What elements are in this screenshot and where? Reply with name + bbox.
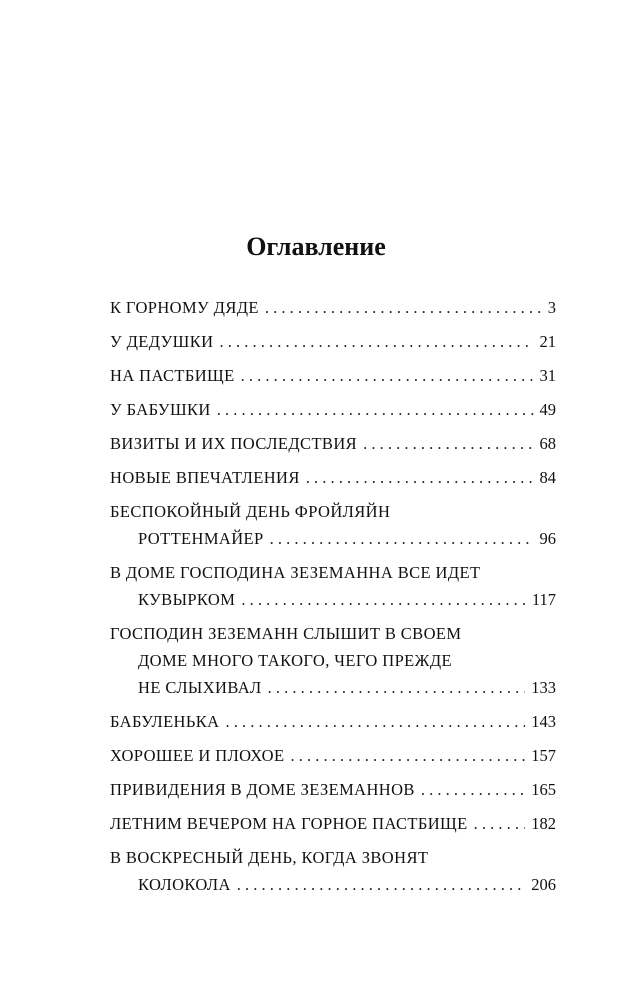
- toc-entry[interactable]: [110, 810, 556, 837]
- dot-leader: [219, 328, 533, 355]
- dot-leader: [290, 742, 525, 769]
- toc-page-number: 157: [531, 746, 556, 765]
- toc-entry[interactable]: [110, 396, 556, 423]
- toc-entry[interactable]: [110, 844, 556, 898]
- toc-entry[interactable]: [110, 559, 556, 613]
- toc-page-number: 96: [539, 529, 556, 548]
- dot-leader: [421, 776, 525, 803]
- toc-entry-row: [110, 810, 556, 837]
- toc-entry-title-line: ЛЕТНИМ ВЕЧЕРОМ НА ГОРНОЕ ПАСТБИЩЕ: [110, 814, 468, 833]
- toc-page-number: 206: [531, 875, 556, 894]
- toc-entry-row: [110, 708, 556, 735]
- toc-entry-title-line: НЕ СЛЫХИВАЛ: [138, 678, 262, 697]
- toc-entry-row: [110, 362, 556, 389]
- toc-entry-title-line: ВИЗИТЫ И ИХ ПОСЛЕДСТВИЯ: [110, 434, 358, 453]
- toc-entry[interactable]: [110, 742, 556, 769]
- toc-entry[interactable]: [110, 776, 556, 803]
- toc-page-number: 133: [531, 678, 556, 697]
- toc-entry-row: [110, 464, 556, 491]
- dot-leader: [270, 525, 534, 552]
- dot-leader: [474, 810, 526, 837]
- toc-entry[interactable]: [110, 362, 556, 389]
- toc-entry-title-line: В ВОСКРЕСНЫЙ ДЕНЬ, КОГДА ЗВОНЯТ: [110, 848, 429, 867]
- toc-entry-row: [110, 525, 556, 552]
- toc-entry[interactable]: [110, 498, 556, 552]
- toc-entry-title-line: НА ПАСТБИЩЕ: [110, 366, 235, 385]
- toc-entry-title-line: ГОСПОДИН ЗЕЗЕМАНН СЛЫШИТ В СВОЕМ: [110, 624, 462, 643]
- toc-page-number: 3: [547, 298, 556, 317]
- toc-entry-row: [110, 871, 556, 898]
- dot-leader: [363, 430, 533, 457]
- toc-entry-title-line: РОТТЕНМАЙЕР: [138, 529, 264, 548]
- toc-entry[interactable]: [110, 464, 556, 491]
- toc-entry-title-line: У БАБУШКИ: [110, 400, 211, 419]
- toc-entry-title-line: ДОМЕ МНОГО ТАКОГО, ЧЕГО ПРЕЖДЕ: [138, 651, 452, 670]
- toc-entry-title-line: К ГОРНОМУ ДЯДЕ: [110, 298, 259, 317]
- dot-leader: [241, 362, 534, 389]
- dot-leader: [217, 396, 534, 423]
- toc-entry-row: [110, 328, 556, 355]
- toc-entry[interactable]: [110, 294, 556, 321]
- toc-entry-row: [110, 776, 556, 803]
- toc-entry[interactable]: [110, 708, 556, 735]
- toc-entry-title-line: НОВЫЕ ВПЕЧАТЛЕНИЯ: [110, 468, 300, 487]
- toc-page-number: 68: [539, 434, 556, 453]
- toc-page-number: 165: [531, 780, 556, 799]
- toc-entry-row: [110, 742, 556, 769]
- toc-entry[interactable]: [110, 328, 556, 355]
- dot-leader: [237, 871, 525, 898]
- toc-entry-title-line: ПРИВИДЕНИЯ В ДОМЕ ЗЕЗЕМАННОВ: [110, 780, 415, 799]
- toc-page-number: 31: [539, 366, 556, 385]
- dot-leader: [241, 586, 526, 613]
- toc-entry-row: [110, 430, 556, 457]
- toc-entry-title-line: КУВЫРКОМ: [138, 590, 236, 609]
- toc-page-number: 21: [539, 332, 556, 351]
- toc-entry-title-line: БАБУЛЕНЬКА: [110, 712, 220, 731]
- toc-entry-title-line: В ДОМЕ ГОСПОДИНА ЗЕЗЕМАННА ВСЕ ИДЕТ: [110, 563, 481, 582]
- toc-entry[interactable]: [110, 430, 556, 457]
- toc-entry-row: [110, 396, 556, 423]
- toc-entry-title-line: БЕСПОКОЙНЫЙ ДЕНЬ ФРОЙЛЯЙН: [110, 502, 391, 521]
- page-title: Оглавление: [246, 232, 386, 261]
- dot-leader: [225, 708, 525, 735]
- toc-page-number: 182: [531, 814, 556, 833]
- toc-entry-title-line: У ДЕДУШКИ: [110, 332, 214, 351]
- toc-entry-title-line: КОЛОКОЛА: [138, 875, 231, 894]
- toc-page-number: 84: [539, 468, 556, 487]
- toc-entry-title-line: ХОРОШЕЕ И ПЛОХОЕ: [110, 746, 285, 765]
- dot-leader: [265, 294, 542, 321]
- toc-page-number: 117: [531, 590, 556, 609]
- table-of-contents: [110, 294, 556, 905]
- toc-page-number: 143: [531, 712, 556, 731]
- toc-entry-row: [110, 674, 556, 701]
- toc-entry[interactable]: [110, 620, 556, 701]
- toc-entry-row: [110, 294, 556, 321]
- toc-entry-row: [110, 586, 556, 613]
- dot-leader: [268, 674, 526, 701]
- dot-leader: [306, 464, 534, 491]
- toc-page-number: 49: [539, 400, 556, 419]
